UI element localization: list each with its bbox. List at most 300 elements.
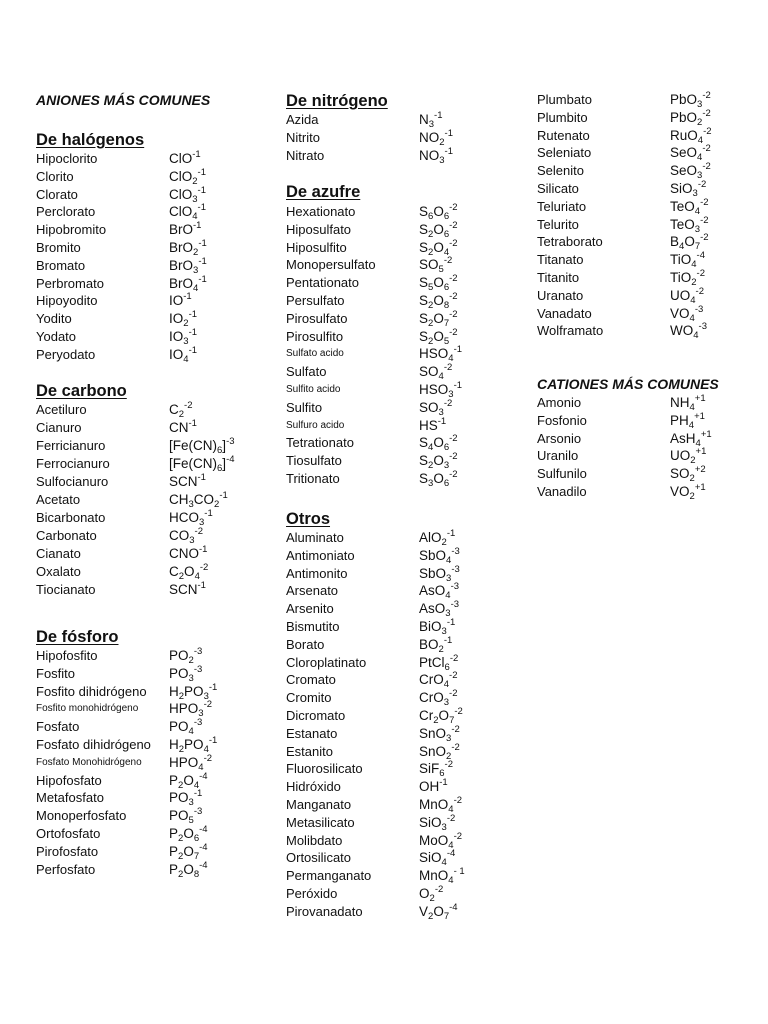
formula-charge: +1 <box>694 393 706 404</box>
ion-row <box>286 274 526 292</box>
ion-row <box>286 707 526 725</box>
ion-name: Fluorosilicato <box>286 761 363 777</box>
ion-name: Monoperfosfato <box>36 808 127 824</box>
ion-formula: $HPO_4^{-2}$ <box>169 752 213 773</box>
formula-charge: +1 <box>695 446 707 458</box>
formula-charge: -1 <box>434 110 443 121</box>
formula-charge: -2 <box>449 433 458 445</box>
formula-charge: -2 <box>449 237 458 249</box>
ion-name: Cianato <box>36 546 81 561</box>
ion-formula: $V_2O_7^{-4}$ <box>419 901 458 922</box>
ion-row <box>537 322 768 340</box>
page-title: ANIONES MÁS COMUNES <box>36 92 211 108</box>
formula-charge: -2 <box>449 652 459 664</box>
formula-charge: -2 <box>184 400 193 411</box>
cations-title: CATIONES MÁS COMUNES <box>537 376 719 392</box>
ion-row <box>286 256 526 274</box>
formula-subscript: 3 <box>428 478 434 489</box>
ion-formula: SiO$_3^{-2}$ <box>419 812 456 833</box>
ion-formula: BrO$_4^{-1}$ <box>169 273 207 294</box>
formula-charge: -4 <box>696 250 705 262</box>
formula-charge: -1 <box>219 490 228 501</box>
ion-formula: SiO$_4^{-4}$ <box>419 848 456 869</box>
ion-formula: $S_2O_4^{-2}$ <box>419 237 458 258</box>
formula-subscript: 6 <box>443 282 450 294</box>
ion-row <box>537 233 768 251</box>
ion-name: Monopersulfato <box>286 257 376 273</box>
ion-name: Fosfito monohidrógeno <box>36 703 139 715</box>
formula-subscript: 3 <box>697 99 703 110</box>
formula-charge: -1 <box>437 415 447 427</box>
formula-charge: -2 <box>697 179 707 190</box>
ion-row <box>36 700 276 718</box>
ion-name: Yodato <box>36 329 77 344</box>
ion-name: Acetato <box>36 492 81 507</box>
ion-name: Selenito <box>537 163 584 179</box>
formula-subscript: 3 <box>445 608 451 620</box>
section-heading: De azufre <box>286 183 361 201</box>
formula-charge: -3 <box>451 545 460 557</box>
ion-formula: $P_2O_4^{-4}$ <box>169 770 208 791</box>
ion-row <box>537 465 768 483</box>
ion-name: Yodito <box>36 311 72 327</box>
formula-charge: -1 <box>197 166 206 178</box>
formula-subscript: 5 <box>188 815 194 827</box>
section-heading: Otros <box>286 510 331 528</box>
formula-charge: -1 <box>198 238 207 249</box>
ion-name: Plumbito <box>537 109 588 125</box>
formula-subscript: 7 <box>443 317 450 329</box>
ion-formula: $Cr_2O_7^{-2}$ <box>419 706 463 726</box>
formula-subscript: 2 <box>433 715 439 726</box>
ion-name: Bicarbonato <box>36 510 106 525</box>
ion-name: Fosfito <box>36 665 76 681</box>
formula-subscript: 7 <box>694 241 701 253</box>
formula-subscript: 3 <box>438 406 444 418</box>
formula-subscript: 2 <box>214 499 220 510</box>
ion-name: Uranato <box>537 287 584 303</box>
formula-subscript: 2 <box>192 175 198 187</box>
formula-subscript: 3 <box>188 797 194 809</box>
ion-name: Telurito <box>537 216 579 232</box>
formula-charge: -2 <box>203 699 213 711</box>
formula-subscript: 4 <box>697 134 704 146</box>
ion-row <box>36 257 276 275</box>
formula-charge: -3 <box>694 303 704 315</box>
ion-formula: $S_2O_8^{-2}$ <box>419 291 458 311</box>
ion-name: Borato <box>286 636 325 652</box>
formula-charge: -1 <box>204 508 213 519</box>
ion-name: Hipofosfato <box>36 772 102 788</box>
formula-charge: +1 <box>700 428 712 440</box>
ion-name: Hiposulfito <box>286 239 347 255</box>
ion-row <box>286 636 526 654</box>
ion-formula: $OH^{-1}$ <box>419 777 448 795</box>
ion-row <box>36 509 276 527</box>
formula-charge: -4 <box>199 770 208 782</box>
formula-subscript: 6 <box>443 228 450 240</box>
formula-charge: -3 <box>193 663 203 675</box>
ion-name: Rutenato <box>537 127 590 143</box>
ion-formula: MnO$_4^{-2}$ <box>419 795 463 815</box>
ion-row <box>36 473 276 491</box>
ion-name: Pirosulfato <box>286 310 348 326</box>
ion-row <box>286 654 526 672</box>
ion-name: Hipoyodito <box>36 293 98 309</box>
ion-row <box>286 221 526 239</box>
formula-charge: -2 <box>700 232 709 244</box>
formula-charge: -1 <box>188 418 197 429</box>
ion-formula: $S_2O_7^{-2}$ <box>419 308 458 329</box>
ion-name: Nitrito <box>286 130 320 145</box>
formula-charge: -1 <box>453 380 463 391</box>
ion-row <box>537 180 768 198</box>
ion-row <box>286 725 526 743</box>
formula-charge: -2 <box>449 469 458 480</box>
formula-subscript: 2 <box>689 491 695 502</box>
formula-charge: +1 <box>694 410 705 422</box>
ion-formula: $SO_4^{-2}$ <box>419 362 453 383</box>
ion-row <box>36 221 276 239</box>
ion-name: Sulfito acido <box>286 384 341 395</box>
formula-charge: -2 <box>449 670 458 682</box>
section-heading: De nitrógeno <box>286 92 388 110</box>
formula-subscript: 3 <box>443 697 450 709</box>
ion-formula: $S_5O_6^{-2}$ <box>419 273 458 294</box>
ion-row <box>286 328 526 346</box>
formula-charge: -4 <box>199 841 208 853</box>
ion-formula: BiO$_3^{-1}$ <box>419 617 456 637</box>
formula-subscript: 3 <box>199 517 205 528</box>
formula-charge: -2 <box>443 397 453 409</box>
ion-name: Amonio <box>537 395 582 410</box>
ion-row <box>36 239 276 257</box>
formula-charge: -3 <box>450 581 460 593</box>
ion-name: Teluriato <box>537 198 587 214</box>
ion-name: Tritionato <box>286 471 340 486</box>
ion-name: Sulfato acido <box>286 348 344 360</box>
section-heading: De fósforo <box>36 628 119 646</box>
formula-subscript: 3 <box>188 499 194 510</box>
ion-name: Tetraborato <box>537 234 603 250</box>
formula-charge: -2 <box>443 255 453 267</box>
formula-charge: -1 <box>197 580 206 591</box>
formula-subscript: 2 <box>691 277 697 288</box>
ion-row <box>36 401 276 419</box>
formula-subscript: 2 <box>178 779 184 791</box>
ion-name: Pirofosfato <box>36 843 99 859</box>
formula-charge: +1 <box>694 482 706 493</box>
ion-name: Cromato <box>286 672 336 688</box>
ion-name: Persulfato <box>286 293 345 308</box>
ion-formula: RuO$_4^{-2}$ <box>670 125 712 146</box>
ion-row <box>36 754 276 772</box>
ion-name: Vanadato <box>537 305 592 321</box>
ion-formula: $SCN^{-1}$ <box>169 472 206 489</box>
ion-row <box>286 582 526 600</box>
formula-subscript: 6 <box>428 211 434 222</box>
formula-subscript: 4 <box>193 282 199 294</box>
ion-formula: MnO$_4^{- 1}$ <box>419 866 465 887</box>
ion-formula: $VO_4^{-3}$ <box>670 303 704 324</box>
formula-charge: -1 <box>197 184 206 196</box>
ion-formula: $PO_3^{-3}$ <box>169 663 203 684</box>
formula-charge: -2 <box>703 125 712 137</box>
formula-subscript: 2 <box>178 409 185 420</box>
ion-formula: CrO$_3^{-2}$ <box>419 688 458 709</box>
formula-subscript: 4 <box>443 246 450 258</box>
formula-subscript: 4 <box>448 839 454 851</box>
ion-formula: SnO$_3^{-2}$ <box>419 723 460 744</box>
formula-charge: +2 <box>694 464 706 476</box>
formula-charge: -1 <box>208 681 218 693</box>
ion-formula: $C_2O_4^{-2}$ <box>169 562 209 582</box>
ion-row <box>286 292 526 310</box>
ion-formula: $N_3^{-1}$ <box>419 110 443 130</box>
formula-subscript: 2 <box>178 690 185 702</box>
ion-row <box>537 447 768 465</box>
ion-formula: $IO_3^{-1}$ <box>169 327 198 347</box>
formula-subscript: 4 <box>443 679 450 691</box>
ion-name: Nitrato <box>286 148 325 163</box>
ion-name: Permanganato <box>286 868 372 884</box>
ion-formula: $SCN^{-1}$ <box>169 580 206 597</box>
ion-formula: $PO_4^{-3}$ <box>169 717 203 738</box>
ion-row <box>36 419 276 437</box>
ion-name: Ortosilicato <box>286 850 352 866</box>
ion-formula: SiF$_6^{-2}$ <box>419 759 453 780</box>
ion-row <box>36 491 276 509</box>
ion-row <box>36 275 276 293</box>
ion-name: Clorito <box>36 168 74 184</box>
ion-formula: TiO$_2^{-2}$ <box>670 268 705 288</box>
ion-name: Dicromato <box>286 708 346 723</box>
ion-row <box>36 150 276 168</box>
formula-subscript: 3 <box>448 389 454 400</box>
formula-charge: -2 <box>695 285 704 297</box>
ion-formula: $IO^{-1}$ <box>169 291 192 309</box>
ion-row <box>537 269 768 287</box>
ion-formula: PbO$_3^{-2}$ <box>670 90 711 110</box>
formula-subscript: 2 <box>193 247 199 258</box>
formula-subscript: 2 <box>428 460 434 472</box>
formula-charge: -4 <box>446 848 456 860</box>
ion-name: Bromato <box>36 257 86 273</box>
formula-subscript: 2 <box>178 744 185 755</box>
ion-row <box>537 198 768 216</box>
ion-row <box>537 162 768 180</box>
formula-charge: -1 <box>446 617 456 628</box>
ion-row <box>36 328 276 346</box>
ion-formula: SbO$_3^{-3}$ <box>419 563 460 584</box>
formula-charge: -3 <box>698 321 707 333</box>
formula-charge: -2 <box>194 526 203 537</box>
formula-subscript: 4 <box>697 152 703 164</box>
ion-row <box>286 129 526 147</box>
ion-name: Seleniato <box>537 145 592 161</box>
formula-subscript: 2 <box>689 473 695 485</box>
formula-charge: -4 <box>199 859 208 871</box>
formula-charge: -1 <box>199 544 208 555</box>
ion-row <box>286 529 526 547</box>
ion-name: Tiosulfato <box>286 453 342 469</box>
ion-row <box>286 689 526 707</box>
formula-subscript: 3 <box>203 690 209 702</box>
ion-row <box>286 381 526 399</box>
ion-row <box>286 903 526 921</box>
ion-name: Bismutito <box>286 619 340 634</box>
ion-row <box>286 867 526 885</box>
formula-subscript: 6 <box>443 442 450 454</box>
formula-charge: -2 <box>700 214 709 226</box>
ion-name: Arsenito <box>286 601 334 617</box>
ion-row <box>537 144 768 162</box>
ion-row <box>286 565 526 583</box>
formula-charge: -1 <box>183 291 192 303</box>
ion-name: Arsenato <box>286 583 339 599</box>
ion-formula: $S_2O_5^{-2}$ <box>419 326 458 347</box>
formula-subscript: 2 <box>429 893 435 904</box>
ion-formula: $PH_4^{+1}$ <box>670 410 705 431</box>
formula-subscript: 3 <box>443 460 450 472</box>
formula-charge: -2 <box>702 107 711 119</box>
ion-formula: $CNO^{-1}$ <box>169 544 208 561</box>
ion-row <box>36 665 276 683</box>
ion-formula: SnO$_2^{-2}$ <box>419 741 460 762</box>
formula-subscript: 3 <box>697 170 703 182</box>
ion-row <box>36 310 276 328</box>
formula-subscript: 5 <box>428 282 434 294</box>
ion-formula: $NO_3^{-1}$ <box>419 146 453 166</box>
ion-name: Peróxido <box>286 886 338 901</box>
formula-subscript: 7 <box>449 715 455 726</box>
ion-name: Perclorato <box>36 204 96 220</box>
ion-row <box>286 417 526 435</box>
formula-charge: -4 <box>449 901 458 913</box>
ion-formula: TiO$_4^{-4}$ <box>670 250 705 271</box>
formula-subscript: 4 <box>689 402 695 413</box>
ion-name: Hipoclorito <box>36 151 98 166</box>
formula-charge: -2 <box>449 202 458 213</box>
formula-charge: -2 <box>449 451 458 463</box>
ion-formula: $VO_2^{+1}$ <box>670 482 706 502</box>
ion-formula: TeO$_4^{-2}$ <box>670 196 709 217</box>
formula-subscript: 3 <box>188 672 194 684</box>
formula-charge: -2 <box>454 706 463 717</box>
ion-formula: ClO$^{-1}$ <box>169 149 201 166</box>
formula-subscript: 3 <box>441 821 447 833</box>
ion-name: Plumbato <box>537 92 592 107</box>
formula-subscript: 2 <box>439 137 445 148</box>
formula-subscript: 4 <box>445 590 451 602</box>
ion-formula: $P_2O_7^{-4}$ <box>169 841 208 862</box>
formula-subscript: 5 <box>438 264 444 276</box>
formula-subscript: 4 <box>694 205 701 217</box>
ion-row <box>537 127 768 145</box>
ion-name: Pirosulfito <box>286 328 344 344</box>
ion-row <box>36 545 276 563</box>
ion-formula: ClO$_4^{-1}$ <box>169 202 206 223</box>
formula-charge: -2 <box>444 759 453 771</box>
ion-name: Sulfato <box>286 364 327 380</box>
ion-name: Pirovanadato <box>286 903 363 919</box>
formula-charge: -1 <box>443 634 453 646</box>
section-heading: De halógenos <box>36 131 145 149</box>
ion-formula: $CN^{-1}$ <box>169 418 197 435</box>
formula-charge: -4 <box>226 454 235 465</box>
ion-formula: $PO_5^{-3}$ <box>169 806 203 827</box>
formula-charge: -1 <box>208 735 218 746</box>
ion-name: Arsonio <box>537 430 582 446</box>
formula-subscript: 4 <box>193 779 200 791</box>
ion-name: Sulfito <box>286 399 323 415</box>
ion-row <box>286 452 526 470</box>
formula-charge: -3 <box>450 599 460 611</box>
formula-charge: -2 <box>696 268 705 279</box>
formula-subscript: 4 <box>448 353 454 365</box>
formula-charge: -1 <box>197 472 206 483</box>
ion-name: Oxalato <box>36 564 81 579</box>
ion-name: Wolframato <box>537 323 604 339</box>
formula-subscript: 6 <box>444 661 450 673</box>
ion-row <box>537 91 768 109</box>
formula-subscript: 4 <box>428 442 434 454</box>
ion-row <box>286 849 526 867</box>
ion-formula: $HS^{-1}$ <box>419 415 447 433</box>
ion-formula: SiO$_3^{-2}$ <box>670 179 707 199</box>
ion-name: Pentationato <box>286 275 360 291</box>
formula-charge: -1 <box>198 255 207 267</box>
ion-formula: $NH_4^{+1}$ <box>670 393 706 413</box>
formula-subscript: 4 <box>448 875 454 887</box>
ion-formula: ClO$_3^{-1}$ <box>169 184 206 205</box>
formula-subscript: 4 <box>689 312 695 324</box>
formula-subscript: 6 <box>217 445 223 456</box>
ion-formula: SeO$_4^{-2}$ <box>670 143 711 164</box>
ion-row <box>286 434 526 452</box>
ion-name: Acetiluro <box>36 402 87 417</box>
ion-name: Hipobromito <box>36 222 107 238</box>
ion-formula: $S_4O_6^{-2}$ <box>419 433 458 454</box>
formula-subscript: 3 <box>446 732 452 744</box>
ion-name: Cianuro <box>36 420 82 435</box>
ion-row <box>286 147 526 165</box>
ion-formula: ClO$_2^{-1}$ <box>169 166 206 187</box>
ion-name: Perfosfato <box>36 861 96 877</box>
formula-charge: -1 <box>198 273 207 285</box>
formula-subscript: 6 <box>443 478 450 489</box>
ion-name: Perbromato <box>36 275 104 291</box>
ion-row <box>286 743 526 761</box>
formula-subscript: 4 <box>679 241 685 253</box>
formula-subscript: 3 <box>192 193 198 205</box>
ion-name: Azida <box>286 112 319 127</box>
formula-subscript: 8 <box>193 868 200 880</box>
formula-charge: -1 <box>188 309 198 321</box>
ion-row <box>36 581 276 599</box>
formula-subscript: 4 <box>188 726 194 738</box>
formula-subscript: 4 <box>194 571 200 582</box>
ion-name: Titanito <box>537 270 580 285</box>
ion-formula: $UO_2^{+1}$ <box>670 446 707 467</box>
formula-charge: -2 <box>702 143 711 155</box>
ion-name: Titanato <box>537 252 584 268</box>
formula-subscript: 2 <box>441 537 447 548</box>
ion-row <box>286 239 526 257</box>
ion-formula: $O_2^{-2}$ <box>419 884 444 904</box>
ion-formula: PbO$_2^{-2}$ <box>670 107 711 128</box>
ion-row <box>36 683 276 701</box>
